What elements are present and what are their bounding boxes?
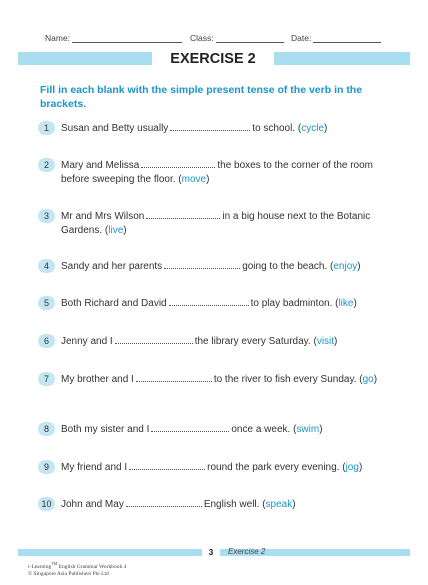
date-field — [291, 33, 381, 43]
verb-hint: speak — [265, 499, 293, 510]
verb-hint: go — [362, 374, 374, 385]
verb-close: ) — [123, 225, 127, 236]
question-subject: Mr and Mrs Wilson — [61, 211, 145, 222]
date-label: Date: — [291, 33, 312, 43]
verb-close: ) — [324, 123, 328, 134]
verb-close: ) — [373, 374, 378, 385]
book-name: English Grammar Workbook 4 — [57, 563, 127, 570]
name-field — [45, 33, 182, 43]
question-number: 1 — [38, 121, 55, 135]
verb-close: ) — [319, 424, 323, 435]
series-name: i-Learning — [28, 563, 52, 570]
verb-hint: enjoy — [333, 261, 358, 272]
question-subject: Jenny and I — [61, 336, 113, 347]
answer-blank[interactable] — [141, 158, 215, 168]
verb-close: ) — [353, 298, 357, 309]
answer-blank[interactable] — [115, 334, 193, 344]
verb-close: ) — [357, 261, 361, 272]
trademark: TM — [51, 561, 58, 566]
question-rest: to the river to fish every Sunday. ( — [213, 374, 363, 385]
question-text — [61, 259, 387, 274]
answer-blank[interactable] — [136, 372, 212, 382]
page-title: EXERCISE 2 — [152, 49, 274, 69]
footer-label: Exercise 2 — [228, 547, 266, 556]
answer-blank[interactable] — [170, 121, 250, 131]
question-text — [61, 422, 387, 437]
verb-hint: live — [108, 225, 124, 236]
question-number: 2 — [38, 158, 55, 172]
question-rest: to play badminton. ( — [250, 298, 339, 309]
date-line[interactable] — [313, 34, 381, 43]
question-text — [61, 372, 387, 387]
question-number: 8 — [38, 422, 55, 436]
answer-blank[interactable] — [129, 460, 205, 470]
question-subject: Susan and Betty usually — [61, 123, 169, 134]
question-rest: in a big house next to the Botanic Gardens. ( — [61, 211, 371, 236]
answer-blank[interactable] — [151, 422, 229, 432]
question-number: 5 — [38, 296, 55, 310]
question-subject: John and May — [61, 499, 124, 510]
question-text — [61, 209, 387, 238]
question-subject: Sandy and her parents — [61, 261, 163, 272]
answer-blank[interactable] — [169, 296, 249, 306]
question-text — [61, 158, 387, 187]
question-number: 4 — [38, 259, 55, 273]
verb-hint: move — [181, 174, 207, 185]
question-subject: My friend and I — [61, 462, 128, 473]
question-number: 3 — [38, 209, 55, 223]
footer-credits — [28, 560, 126, 578]
question-rest: the library every Saturday. ( — [194, 336, 317, 347]
question-text — [61, 121, 387, 136]
instructions: Fill in each blank with the simple present tense of the verb in the brackets. — [40, 84, 363, 110]
verb-hint: swim — [296, 424, 320, 435]
question-subject: Both my sister and I — [61, 424, 150, 435]
verb-hint: cycle — [301, 123, 325, 134]
question-rest: round the park every evening. ( — [207, 462, 346, 473]
question-text — [61, 334, 387, 349]
verb-close: ) — [292, 499, 296, 510]
question-rest: the boxes to the corner of the room before sweeping the floor. ( — [61, 160, 374, 185]
class-label: Class: — [190, 33, 214, 43]
answer-blank[interactable] — [126, 497, 202, 507]
question-number: 9 — [38, 460, 55, 474]
question-subject: My brother and I — [61, 374, 134, 385]
question-text — [61, 460, 387, 475]
book-title — [28, 560, 126, 571]
answer-blank[interactable] — [146, 209, 220, 219]
class-field — [190, 33, 284, 43]
question-rest: going to the beach. ( — [242, 261, 334, 272]
copyright: © Singapore Asia Publishers Pte Ltd — [28, 570, 109, 577]
verb-hint: visit — [316, 336, 335, 347]
question-rest: once a week. ( — [231, 424, 297, 435]
verb-hint: jog — [345, 462, 359, 473]
question-text — [61, 497, 387, 512]
answer-blank[interactable] — [164, 259, 240, 269]
question-number: 6 — [38, 334, 55, 348]
question-rest: to school. ( — [252, 123, 302, 134]
question-number: 7 — [38, 372, 55, 386]
question-number: 10 — [38, 497, 55, 511]
question-rest: English well. ( — [203, 499, 266, 510]
verb-close: ) — [206, 174, 210, 185]
verb-close: ) — [334, 336, 338, 347]
page-number: 3 — [202, 545, 220, 559]
class-line[interactable] — [216, 34, 284, 43]
name-line[interactable] — [72, 34, 182, 43]
name-label: Name: — [45, 33, 71, 43]
verb-hint: like — [338, 298, 354, 309]
question-subject: Mary and Melissa — [61, 160, 140, 171]
question-subject: Both Richard and David — [61, 298, 167, 309]
verb-close: ) — [358, 462, 363, 473]
question-text — [61, 296, 387, 311]
